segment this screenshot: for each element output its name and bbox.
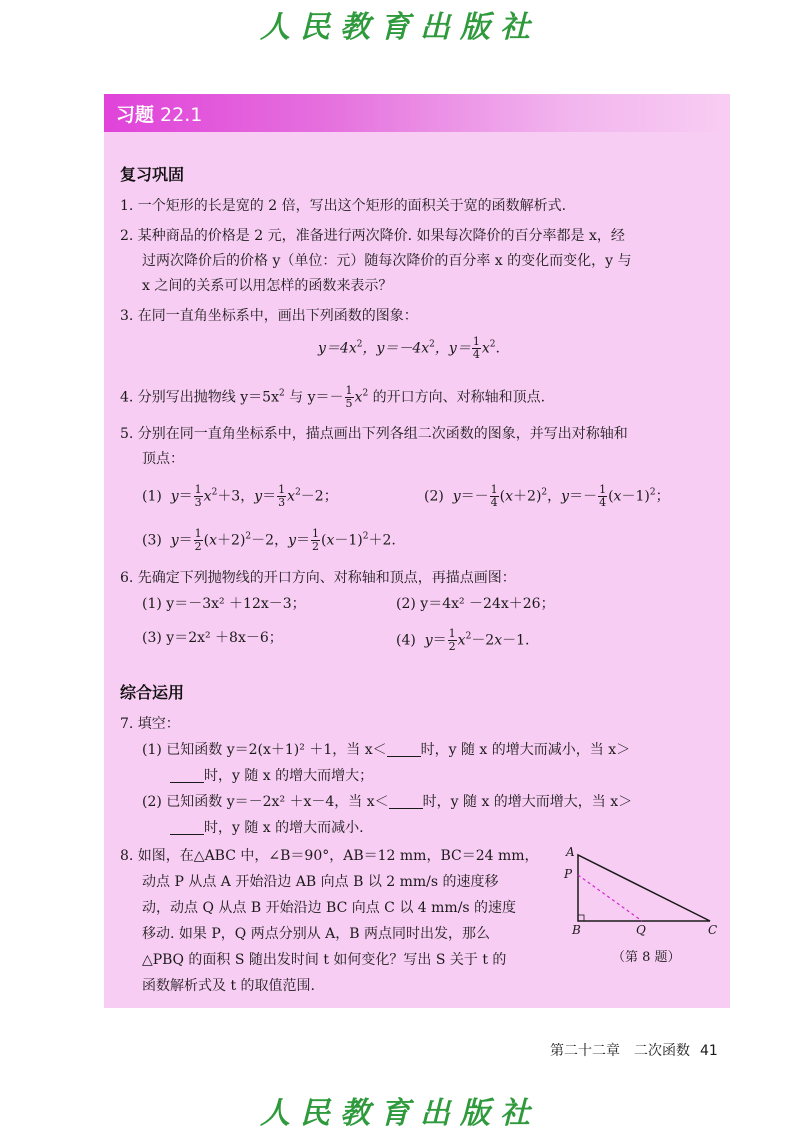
question-6-part-3: (3) y＝2x² ＋8x－6； (142, 630, 283, 646)
question-2-line-1: 2. 某种商品的价格是 2 元，准备进行两次降价. 如果每次降价的百分率都是 x，经 (120, 228, 625, 244)
question-7-part-1-line-1: (1) 已知函数 y＝2(x＋1)² ＋1，当 x＜ 时，y 随 x 的增大而减小，当 x＞ (142, 742, 631, 758)
publisher-watermark-top: 人民教育出版社 (260, 10, 540, 45)
label-c: C (708, 923, 718, 937)
chapter-label: 第二十二章 二次函数 (550, 1043, 690, 1059)
answer-blank[interactable] (170, 820, 204, 835)
question-4: 4. 分别写出抛物线 $y=5x^2$ 与 y＝－ $\frac{1}{5}$ $x^2$ 的开口方向、对称轴和顶点. (120, 384, 546, 410)
figure-caption: （第 8 题） (612, 950, 681, 965)
question-7-part-2-line-2: 时，y 随 x 的增大而减小. (170, 818, 364, 838)
question-8-line-3: 动，动点 Q 从点 B 开始沿边 BC 向点 C 以 4 mm/s 的速度 (142, 900, 517, 916)
question-8-line-6: 函数解析式及 t 的取值范围. (142, 978, 315, 994)
page-footer (550, 1040, 718, 1060)
question-5-line-2: 顶点： (142, 451, 184, 467)
section-review-heading: 复习巩固 (120, 165, 185, 184)
question-7-part-2-line-1: (2) 已知函数 y＝－2x² ＋x－4，当 x＜ 时，y 随 x 的增大而增大，当 x＞ (142, 794, 633, 810)
triangle-abc (578, 855, 710, 921)
answer-blank[interactable] (389, 794, 423, 809)
question-6-part-4: (4) y＝ $\frac{1}{2}$ $x^2-2x-1$. (396, 627, 530, 653)
section-apply-heading: 综合运用 (120, 683, 185, 702)
label-b: B (572, 923, 581, 937)
question-8-line-5: △PBQ 的面积 S 随出发时间 t 如何变化？写出 S 关于 t 的 (142, 952, 507, 968)
question-7-text: 7. 填空： (120, 716, 180, 732)
question-6-part-2: (2) y＝4x² －24x＋26； (396, 596, 555, 612)
triangle-abc-diagram (568, 843, 718, 933)
question-1: 1. 一个矩形的长是宽的 2 倍，写出这个矩形的面积关于宽的函数解析式. (120, 198, 567, 214)
question-7-part-1-line-2: 时，y 随 x 的增大而增大； (170, 766, 373, 786)
question-5-part-3: (3) y＝ $\frac{1}{2}$ $(x+2)^2-2$，y＝ $\frac{1}{2}$ $(x-1)^2+2$. (142, 527, 396, 553)
question-6-part-1: (1) y＝－3x² ＋12x－3； (142, 596, 306, 612)
exercise-title-bar (104, 94, 730, 132)
answer-blank[interactable] (387, 742, 421, 757)
question-8-line-1: 8. 如图，在△ABC 中，∠B＝90°，AB＝12 mm，BC＝24 mm， (120, 848, 539, 864)
question-5-part-1: (1) y＝ $\frac{1}{3}$ $x^2+3$，y＝ $\frac{1}{3}$ $x^2-2$； (142, 483, 338, 509)
exercise-title: 习题 22.1 (116, 104, 203, 126)
question-6-text: 6. 先确定下列抛物线的开口方向、对称轴和顶点，再描点画图： (120, 570, 516, 586)
answer-blank[interactable] (170, 768, 204, 783)
page-number: 41 (700, 1043, 718, 1059)
label-a: A (566, 845, 575, 859)
question-8-line-2: 动点 P 从点 A 开始沿边 AB 向点 B 以 2 mm/s 的速度移 (142, 874, 499, 890)
publisher-watermark-bottom: 人民教育出版社 (260, 1096, 540, 1131)
label-p: P (564, 867, 573, 881)
question-5-part-2: (2) y＝－ $\frac{1}{4}$ $(x+2)^2$，y＝－ $\frac{1}{4}$ $(x-1)^2$； (424, 483, 670, 509)
question-5-line-1: 5. 分别在同一直角坐标系中，描点画出下列各组二次函数的图象，并写出对称轴和 (120, 426, 628, 442)
right-angle-mark (578, 915, 584, 921)
label-q: Q (636, 923, 646, 937)
question-2-line-2: 过两次降价后的价格 y（单位：元）随每次降价的百分率 x 的变化而变化，y 与 (142, 253, 632, 269)
question-2-line-3: x 之间的关系可以用怎样的函数来表示？ (142, 278, 393, 294)
question-8-line-4: 移动. 如果 P，Q 两点分别从 A，B 两点同时出发，那么 (142, 926, 490, 942)
question-3-formula: $y=4x^2$，$y=-4x^2$，y＝ $\frac{1}{4}$ $x^2$. (318, 335, 500, 361)
question-3-text: 3. 在同一直角坐标系中，画出下列函数的图象： (120, 308, 418, 324)
triangle-figure (564, 843, 718, 963)
